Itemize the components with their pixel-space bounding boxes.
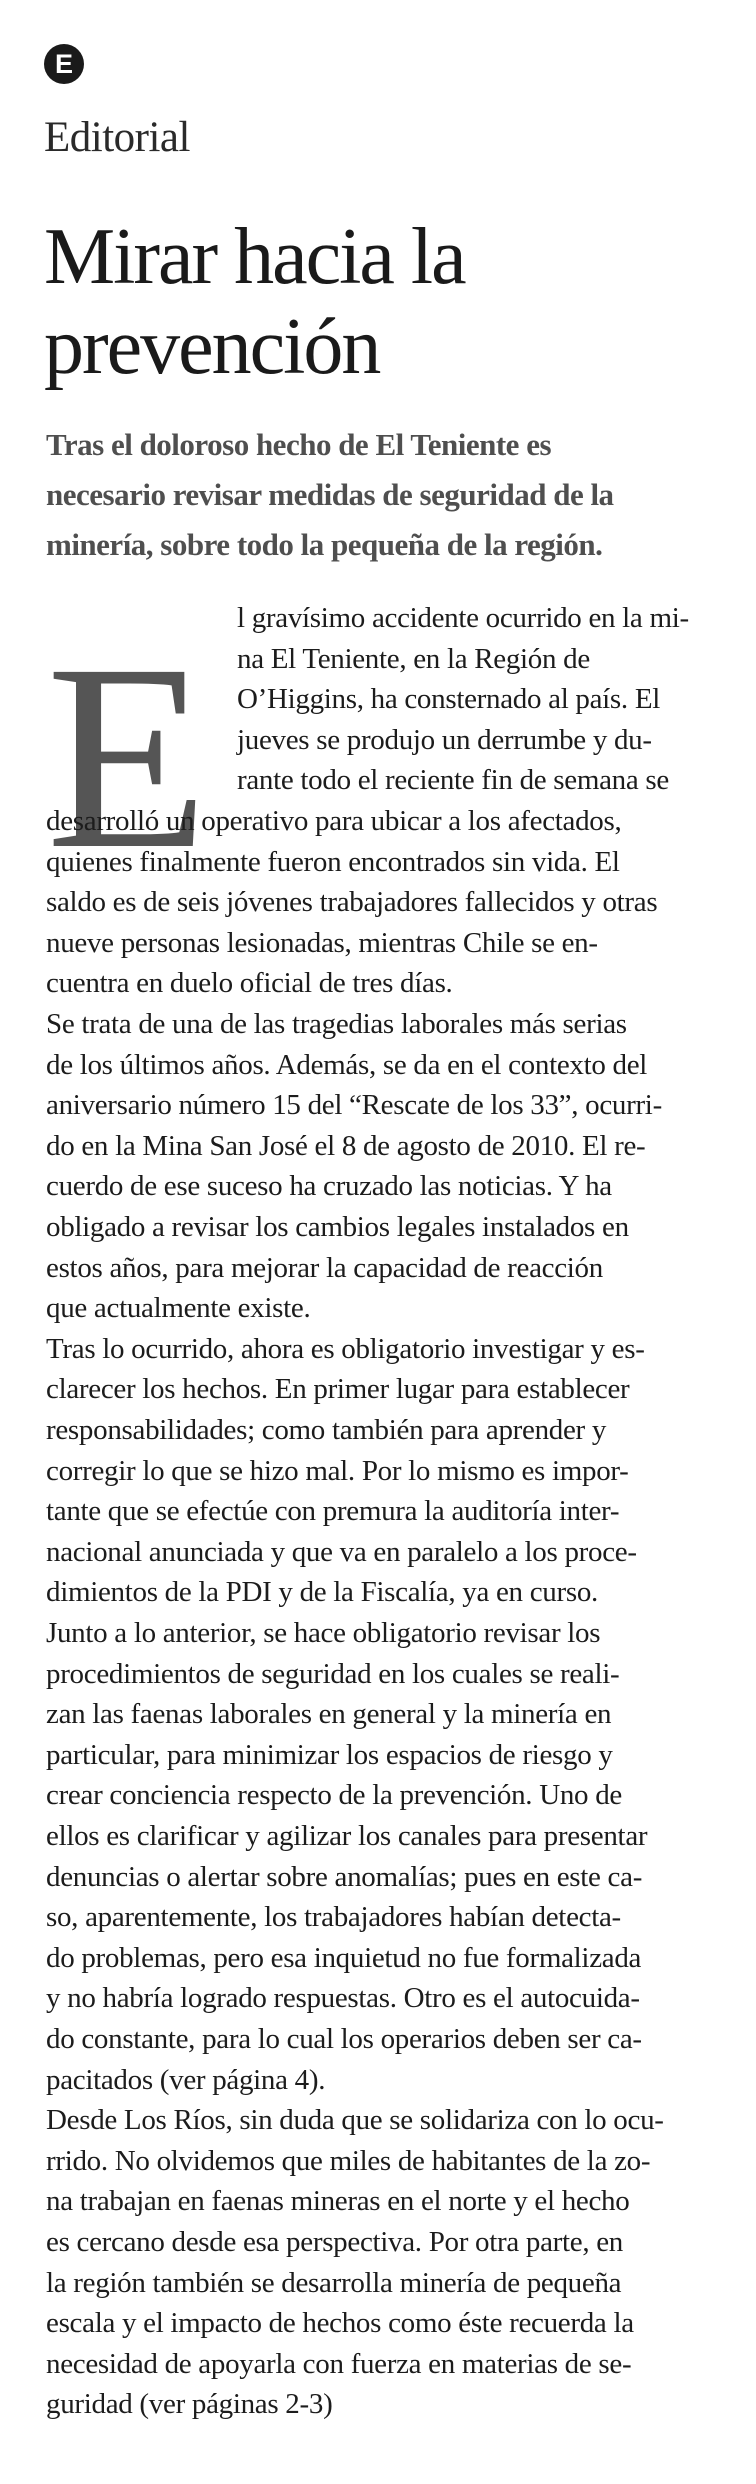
drop-cap: E (46, 609, 209, 904)
body-line: so, aparentemente, los trabajadores habían detecta- (46, 1901, 621, 1934)
body-line: nacional anunciada y que va en paralelo a los proce- (46, 1535, 637, 1568)
body-line: particular, para minimizar los espacios de riesgo y (46, 1738, 613, 1771)
body-line: denuncias o alertar sobre anomalías; pues en este ca- (46, 1860, 643, 1893)
body-line: dimientos de la PDI y de la Fiscalía, ya en curso. (46, 1576, 598, 1609)
body-line: estos años, para mejorar la capacidad de reacción (46, 1251, 603, 1284)
body-line: rrido. No olvidemos que miles de habitantes de la zo- (46, 2144, 651, 2177)
body-line: saldo es de seis jóvenes trabajadores fallecidos y otras (46, 886, 658, 919)
body-line: ellos es clarificar y agilizar los canales para presentar (46, 1820, 648, 1852)
body-line: cuentra en duelo oficial de tres días. (46, 967, 453, 1000)
body-line: clarecer los hechos. En primer lugar para establecer (46, 1373, 630, 1406)
subheadline-line: Tras el doloroso hecho de El Teniente es (46, 427, 552, 462)
body-line: Desde Los Ríos, sin duda que se solidariza con lo ocu- (46, 2104, 664, 2137)
body-line: quienes finalmente fueron encontrados sin vida. El (46, 845, 620, 878)
body-line: nueve personas lesionadas, mientras Chile se en- (46, 926, 598, 959)
body-line: Tras lo ocurrido, ahora es obligatorio investigar y es- (46, 1332, 645, 1365)
subheadline-line: minería, sobre todo la pequeña de la región. (46, 527, 603, 562)
body-line: necesidad de apoyarla con fuerza en materias de se- (46, 2347, 632, 2380)
body-line: tante que se efectúe con premura la auditoría inter- (46, 1495, 620, 1528)
body-line: zan las faenas laborales en general y la minería en (46, 1698, 612, 1731)
body-line: do constante, para lo cual los operarios deben ser ca- (46, 2023, 642, 2055)
subheadline-line: necesario revisar medidas de seguridad de la (46, 477, 614, 512)
body-line: Junto a lo anterior, se hace obligatorio revisar los (46, 1617, 601, 1649)
body-line: l gravísimo accidente ocurrido en la mi- (237, 602, 689, 634)
body-line: na trabajan en faenas mineras en el norte y el hecho (46, 2185, 630, 2218)
body-line: de los últimos años. Además, se da en el contexto del (46, 1048, 648, 1081)
body-line: responsabilidades; como también para aprender y (46, 1414, 607, 1446)
body-line: desarrolló un operativo para ubicar a los afectados, (46, 805, 622, 837)
body-line: corregir lo que se hizo mal. Por lo mismo es impor- (46, 1454, 629, 1487)
body-line: rante todo el reciente fin de semana se (237, 764, 669, 797)
editorial-badge: E (44, 44, 84, 84)
body-line: aniversario número 15 del “Rescate de los 33”, ocurri- (46, 1089, 662, 1122)
body-line: obligado a revisar los cambios legales instalados en (46, 1211, 629, 1243)
headline-line: prevención (44, 303, 380, 391)
body-line: procedimientos de seguridad en los cuales se reali- (46, 1657, 620, 1690)
body-line: cuerdo de ese suceso ha cruzado las noticias. Y ha (46, 1170, 612, 1203)
body-line: crear conciencia respecto de la prevención. Uno de (46, 1779, 622, 1812)
body-line: escala y el impacto de hechos como éste recuerda la (46, 2307, 634, 2340)
body-line: do en la Mina San José el 8 de agosto de 2010. El re- (46, 1129, 646, 1162)
body-line: que actualmente existe. (46, 1292, 311, 1325)
body-line: y no habría logrado respuestas. Otro es el autocuida- (46, 1982, 640, 2015)
body-line: Se trata de una de las tragedias laborales más serias (46, 1008, 627, 1040)
section-label: Editorial (44, 114, 190, 161)
body-line: pacitados (ver página 4). (46, 2063, 326, 2096)
body-line: do problemas, pero esa inquietud no fue formalizada (46, 1941, 642, 1974)
body-line: la región también se desarrolla minería de pequeña (46, 2266, 622, 2299)
body-line: guridad (ver páginas 2-3) (46, 2388, 333, 2421)
body-line: O’Higgins, ha consternado al país. El (237, 683, 660, 716)
headline-line: Mirar hacia la (44, 213, 465, 301)
body-line: na El Teniente, en la Región de (237, 642, 590, 675)
body-line: es cercano desde esa perspectiva. Por otra parte, en (46, 2226, 624, 2258)
body-line: jueves se produjo un derrumbe y du- (237, 723, 652, 756)
